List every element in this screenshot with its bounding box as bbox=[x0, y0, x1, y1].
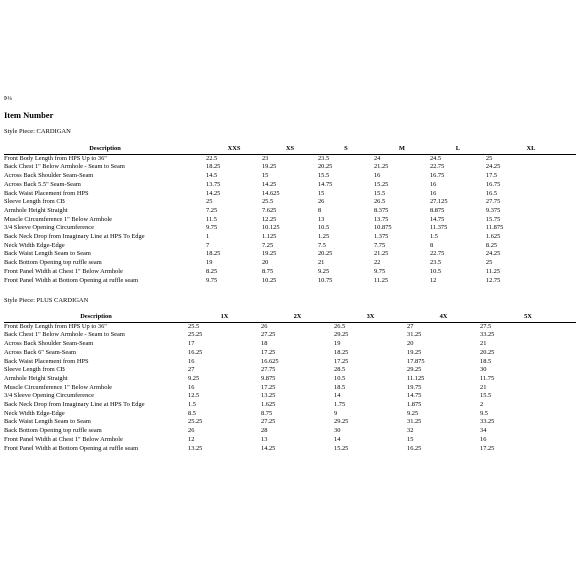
measurement-value: 20.25 bbox=[480, 348, 495, 356]
cardigan-size-table bbox=[4, 145, 576, 285]
measurement-value: 17.25 bbox=[334, 357, 349, 365]
measurement-description: Front Body Length from HPS Up to 36" bbox=[4, 154, 107, 162]
table-row bbox=[4, 154, 576, 163]
table-row bbox=[4, 163, 576, 172]
measurement-value: 13 bbox=[261, 435, 268, 443]
measurement-value: 16.25 bbox=[188, 348, 203, 356]
measurement-value: 20 bbox=[407, 340, 414, 348]
measurement-value: 15.5 bbox=[373, 189, 386, 197]
measurement-value: 9.875 bbox=[261, 374, 276, 382]
size-header: 1X bbox=[220, 313, 229, 320]
measurement-value: 17.25 bbox=[261, 348, 276, 356]
table-row bbox=[4, 418, 576, 427]
table-row bbox=[4, 242, 576, 251]
measurement-value: 27.25 bbox=[261, 418, 276, 426]
measurement-value: 12 bbox=[188, 435, 195, 443]
measurement-value: 26.5 bbox=[373, 198, 386, 206]
measurement-value: 27.75 bbox=[261, 366, 276, 374]
description-header: Description bbox=[80, 313, 112, 320]
measurement-value: 25.5 bbox=[188, 322, 200, 330]
measurement-value: 18.25 bbox=[206, 163, 221, 171]
measurement-value: 16.25 bbox=[407, 444, 422, 452]
measurement-value: 12.75 bbox=[485, 276, 501, 284]
measurement-value: 10.5 bbox=[429, 267, 442, 275]
table-row bbox=[4, 366, 576, 375]
measurement-value: 30 bbox=[480, 366, 487, 374]
measurement-value: 1.625 bbox=[261, 401, 276, 409]
measurement-value: 31.25 bbox=[407, 331, 422, 339]
measurement-value: 10.75 bbox=[317, 276, 333, 284]
measurement-description: Muscle Circumference 1" Below Armhole bbox=[4, 215, 113, 223]
measurement-description: Front Panel Width at Bottom Opening at ruffle seam bbox=[4, 276, 139, 284]
measurement-value: 13.25 bbox=[188, 444, 203, 452]
measurement-description: Sleeve Length from CB bbox=[4, 366, 65, 374]
table-row bbox=[4, 250, 576, 259]
measurement-value: 20 bbox=[261, 259, 269, 267]
table-row bbox=[4, 268, 576, 277]
measurement-value: 15 bbox=[317, 189, 325, 197]
measurement-value: 16 bbox=[188, 383, 195, 391]
measurement-value: 7.625 bbox=[261, 206, 277, 214]
table-row bbox=[4, 172, 576, 181]
measurement-value: 24.25 bbox=[485, 163, 501, 171]
measurement-description: Back Neck Drop from Imaginary Line at HPS To Edge bbox=[4, 401, 145, 409]
measurement-value: 27.5 bbox=[480, 322, 492, 330]
size-header: XS bbox=[285, 145, 295, 152]
measurement-value: 14.625 bbox=[261, 189, 280, 197]
measurement-value: 33.25 bbox=[480, 418, 495, 426]
measurement-value: 8.25 bbox=[206, 267, 218, 275]
table-row bbox=[4, 259, 576, 268]
measurement-value: 20.25 bbox=[317, 163, 333, 171]
measurement-value: 9 bbox=[334, 409, 338, 417]
table-row bbox=[4, 198, 576, 207]
measurement-value: 7.5 bbox=[317, 241, 326, 249]
measurement-value: 17 bbox=[188, 340, 195, 348]
size-header: 4X bbox=[439, 313, 448, 320]
measurement-value: 15.75 bbox=[485, 215, 501, 223]
size-header: XXS bbox=[227, 145, 241, 152]
measurement-value: 9.25 bbox=[407, 409, 419, 417]
measurement-value: 9.25 bbox=[188, 374, 200, 382]
measurement-value: 1.25 bbox=[317, 233, 330, 241]
measurement-value: 7 bbox=[206, 241, 210, 249]
measurement-value: 16 bbox=[429, 180, 437, 188]
measurement-description: Across Back 6" Seam-Seam bbox=[4, 348, 77, 356]
measurement-value: 22.75 bbox=[429, 250, 445, 258]
measurement-value: 9.5 bbox=[480, 409, 488, 417]
description-header: Description bbox=[89, 145, 121, 152]
size-header: M bbox=[398, 145, 405, 152]
table-row bbox=[4, 233, 576, 242]
measurement-value: 11.375 bbox=[429, 224, 448, 232]
measurement-value: 29.25 bbox=[334, 418, 349, 426]
measurement-value: 15.25 bbox=[373, 180, 389, 188]
measurement-value: 15.5 bbox=[480, 392, 492, 400]
measurement-value: 26 bbox=[317, 198, 325, 206]
measurement-value: 24 bbox=[373, 154, 381, 162]
measurement-value: 1 bbox=[206, 233, 210, 241]
page-title: Item Number bbox=[4, 110, 54, 120]
measurement-value: 27.125 bbox=[429, 198, 448, 206]
measurement-value: 25.25 bbox=[188, 418, 203, 426]
measurement-value: 19.25 bbox=[407, 348, 422, 356]
measurement-value: 31.25 bbox=[407, 418, 422, 426]
table-row bbox=[4, 427, 576, 436]
measurement-value: 19.75 bbox=[407, 383, 422, 391]
table-row bbox=[4, 384, 576, 393]
measurement-value: 1.125 bbox=[261, 233, 277, 241]
measurement-value: 15.5 bbox=[317, 172, 330, 180]
measurement-value: 22.5 bbox=[206, 154, 218, 162]
measurement-value: 13.75 bbox=[206, 180, 221, 188]
measurement-description: Armhole Height Straight bbox=[4, 374, 68, 382]
measurement-value: 17.25 bbox=[480, 444, 495, 452]
measurement-value: 27 bbox=[188, 366, 195, 374]
size-header: 2X bbox=[293, 313, 302, 320]
table-row bbox=[4, 190, 576, 199]
measurement-description: Across Back Shoulder Seam-Seam bbox=[4, 340, 94, 348]
table-row bbox=[4, 224, 576, 233]
measurement-description: Armhole Height Straight bbox=[4, 206, 68, 214]
measurement-value: 1.875 bbox=[407, 401, 422, 409]
measurement-value: 16 bbox=[429, 189, 437, 197]
measurement-value: 19.25 bbox=[261, 250, 277, 258]
measurement-value: 14.75 bbox=[407, 392, 422, 400]
size-header: 3X bbox=[366, 313, 375, 320]
measurement-value: 11.875 bbox=[485, 224, 504, 232]
measurement-value: 11.5 bbox=[206, 215, 217, 223]
measurement-value: 16.625 bbox=[261, 357, 279, 365]
measurement-value: 11.75 bbox=[480, 374, 495, 382]
measurement-description: Back Neck Drop from Imaginary Line at HPS To Edge bbox=[4, 233, 145, 241]
table-row bbox=[4, 340, 576, 349]
measurement-description: Front Panel Width at Chest 1" Below Armhole bbox=[4, 267, 123, 275]
table-row bbox=[4, 358, 576, 367]
measurement-value: 11.25 bbox=[485, 267, 501, 275]
table-row bbox=[4, 375, 576, 384]
measurement-description: Neck Width Edge-Edge bbox=[4, 241, 65, 249]
measurement-value: 14 bbox=[334, 392, 341, 400]
measurement-value: 1.5 bbox=[429, 233, 438, 241]
measurement-value: 33.25 bbox=[480, 331, 495, 339]
measurement-value: 9.75 bbox=[206, 224, 218, 232]
table-row bbox=[4, 322, 576, 331]
table-row bbox=[4, 331, 576, 340]
measurement-value: 27 bbox=[407, 322, 414, 330]
measurement-value: 26.5 bbox=[334, 322, 346, 330]
table-row bbox=[4, 207, 576, 216]
measurement-description: Back Waist Placement from HPS bbox=[4, 357, 89, 365]
measurement-value: 26 bbox=[188, 427, 195, 435]
measurement-value: 8.875 bbox=[429, 206, 445, 214]
measurement-value: 8 bbox=[317, 206, 322, 214]
measurement-value: 18.5 bbox=[480, 357, 492, 365]
measurement-value: 16.75 bbox=[429, 172, 445, 180]
table-row bbox=[4, 392, 576, 401]
table-header-row bbox=[4, 145, 576, 154]
measurement-value: 15 bbox=[407, 435, 414, 443]
measurement-description: 3/4 Sleeve Opening Circumference bbox=[4, 224, 94, 232]
measurement-value: 14.75 bbox=[317, 180, 333, 188]
table-row bbox=[4, 349, 576, 358]
measurement-value: 8.75 bbox=[261, 409, 273, 417]
measurement-description: Back Bottom Opening top ruffle seam bbox=[4, 427, 102, 435]
measurement-value: 8 bbox=[429, 241, 434, 249]
measurement-value: 11.125 bbox=[407, 374, 425, 382]
measurement-value: 10.25 bbox=[261, 276, 277, 284]
measurement-value: 19.25 bbox=[261, 163, 277, 171]
measurement-value: 13.25 bbox=[261, 392, 276, 400]
measurement-value: 24.25 bbox=[485, 250, 501, 258]
table-row bbox=[4, 445, 576, 454]
measurement-value: 15.25 bbox=[334, 444, 349, 452]
measurement-value: 21 bbox=[480, 340, 487, 348]
measurement-description: Back Waist Length Seam to Seam bbox=[4, 250, 91, 258]
measurement-description: Back Chest 1" Below Armhole - Seam to Seam bbox=[4, 331, 125, 339]
measurement-value: 8.25 bbox=[485, 241, 498, 249]
measurement-value: 23.5 bbox=[317, 154, 330, 162]
measurement-value: 10.5 bbox=[317, 224, 330, 232]
plus-cardigan-size-table bbox=[4, 313, 576, 453]
measurement-value: 21 bbox=[317, 259, 325, 267]
table-row bbox=[4, 181, 576, 190]
measurement-value: 11.25 bbox=[373, 276, 389, 284]
measurement-value: 13.75 bbox=[373, 215, 389, 223]
measurement-value: 17.875 bbox=[407, 357, 425, 365]
measurement-value: 18 bbox=[261, 340, 268, 348]
measurement-value: 9.375 bbox=[485, 206, 501, 214]
measurement-description: Back Waist Length Seam to Seam bbox=[4, 418, 91, 426]
measurement-value: 14 bbox=[334, 435, 341, 443]
measurement-value: 25.5 bbox=[261, 198, 274, 206]
measurement-description: Front Panel Width at Bottom Opening at ruffle seam bbox=[4, 444, 139, 452]
measurement-value: 9.75 bbox=[206, 276, 218, 284]
measurement-value: 25.25 bbox=[188, 331, 203, 339]
measurement-value: 7.75 bbox=[373, 241, 386, 249]
measurement-value: 23 bbox=[261, 154, 269, 162]
measurement-value: 22.75 bbox=[429, 163, 445, 171]
measurement-value: 25 bbox=[485, 154, 493, 162]
measurement-value: 14.25 bbox=[261, 444, 276, 452]
measurement-description: Back Chest 1" Below Armhole - Seam to Seam bbox=[4, 163, 125, 171]
measurement-value: 1.75 bbox=[334, 401, 346, 409]
measurement-value: 10.125 bbox=[261, 224, 280, 232]
measurement-value: 19 bbox=[206, 259, 213, 267]
table-row bbox=[4, 410, 576, 419]
measurement-value: 32 bbox=[407, 427, 414, 435]
measurement-value: 10.875 bbox=[373, 224, 392, 232]
measurement-description: Back Bottom Opening top ruffle seam bbox=[4, 259, 102, 267]
size-header: S bbox=[344, 145, 348, 152]
measurement-value: 12.5 bbox=[188, 392, 200, 400]
measurement-value: 27.75 bbox=[485, 198, 501, 206]
measurement-value: 20.25 bbox=[317, 250, 333, 258]
measurement-description: Across Back Shoulder Seam-Seam bbox=[4, 172, 94, 180]
measurement-description: Front Body Length from HPS Up to 36" bbox=[4, 322, 107, 330]
measurement-value: 26 bbox=[261, 322, 268, 330]
table-row bbox=[4, 277, 576, 286]
measurement-value: 28 bbox=[261, 427, 268, 435]
table-row bbox=[4, 401, 576, 410]
measurement-value: 12.25 bbox=[261, 215, 277, 223]
measurement-value: 15 bbox=[261, 172, 269, 180]
measurement-value: 18.25 bbox=[206, 250, 221, 258]
measurement-description: Neck Width Edge-Edge bbox=[4, 409, 65, 417]
measurement-value: 25 bbox=[206, 198, 213, 206]
measurement-value: 1.5 bbox=[188, 401, 196, 409]
measurement-value: 7.25 bbox=[261, 241, 274, 249]
measurement-value: 21.25 bbox=[373, 250, 389, 258]
measurement-value: 21.25 bbox=[373, 163, 389, 171]
measurement-value: 27.25 bbox=[261, 331, 276, 339]
measurement-value: 16.5 bbox=[485, 189, 498, 197]
measurement-value: 10.5 bbox=[334, 374, 346, 382]
measurement-value: 12 bbox=[429, 276, 437, 284]
broken-image-glyph: Þ¼ bbox=[4, 96, 12, 102]
measurement-value: 2 bbox=[480, 401, 484, 409]
measurement-value: 16.75 bbox=[485, 180, 501, 188]
measurement-value: 1.625 bbox=[485, 233, 501, 241]
measurement-value: 34 bbox=[480, 427, 487, 435]
measurement-value: 17.5 bbox=[485, 172, 498, 180]
measurement-value: 16 bbox=[480, 435, 487, 443]
measurement-description: Sleeve Length from CB bbox=[4, 198, 65, 206]
measurement-value: 9.75 bbox=[373, 267, 386, 275]
table-row bbox=[4, 436, 576, 445]
measurement-value: 16 bbox=[188, 357, 195, 365]
measurement-value: 30 bbox=[334, 427, 341, 435]
measurement-value: 8.5 bbox=[188, 409, 196, 417]
measurement-value: 8.375 bbox=[373, 206, 389, 214]
measurement-value: 7.25 bbox=[206, 206, 218, 214]
measurement-value: 29.25 bbox=[334, 331, 349, 339]
measurement-value: 23.5 bbox=[429, 259, 442, 267]
measurement-value: 17.25 bbox=[261, 383, 276, 391]
measurement-value: 14.25 bbox=[206, 189, 221, 197]
measurement-value: 18.5 bbox=[334, 383, 346, 391]
size-header: XL bbox=[526, 145, 536, 152]
size-header: 5X bbox=[524, 313, 532, 320]
measurement-value: 28.5 bbox=[334, 366, 346, 374]
measurement-value: 13 bbox=[317, 215, 325, 223]
size-header: L bbox=[455, 145, 461, 152]
measurement-value: 21 bbox=[480, 383, 487, 391]
measurement-value: 19 bbox=[334, 340, 341, 348]
measurement-value: 29.25 bbox=[407, 366, 422, 374]
measurement-value: 14.75 bbox=[429, 215, 445, 223]
measurement-value: 24.5 bbox=[429, 154, 442, 162]
measurement-description: Front Panel Width at Chest 1" Below Armhole bbox=[4, 435, 123, 443]
measurement-description: 3/4 Sleeve Opening Circumference bbox=[4, 392, 94, 400]
measurement-value: 8.75 bbox=[261, 267, 274, 275]
measurement-value: 25 bbox=[485, 259, 493, 267]
style-piece-label-plus-cardigan: Style Piece: PLUS CARDIGAN bbox=[4, 297, 89, 304]
measurement-value: 18.25 bbox=[334, 348, 349, 356]
measurement-value: 1.375 bbox=[373, 233, 389, 241]
table-header-row bbox=[4, 313, 576, 322]
measurement-value: 14.5 bbox=[206, 172, 218, 180]
measurement-description: Muscle Circumference 1" Below Armhole bbox=[4, 383, 113, 391]
table-row bbox=[4, 216, 576, 225]
measurement-value: 16 bbox=[373, 172, 381, 180]
measurement-value: 9.25 bbox=[317, 267, 330, 275]
measurement-description: Back Waist Placement from HPS bbox=[4, 189, 89, 197]
style-piece-label-cardigan: Style Piece: CARDIGAN bbox=[4, 128, 71, 135]
measurement-value: 14.25 bbox=[261, 180, 277, 188]
measurement-value: 22 bbox=[373, 259, 381, 267]
measurement-description: Across Back 5.5" Seam-Seam bbox=[4, 180, 81, 188]
